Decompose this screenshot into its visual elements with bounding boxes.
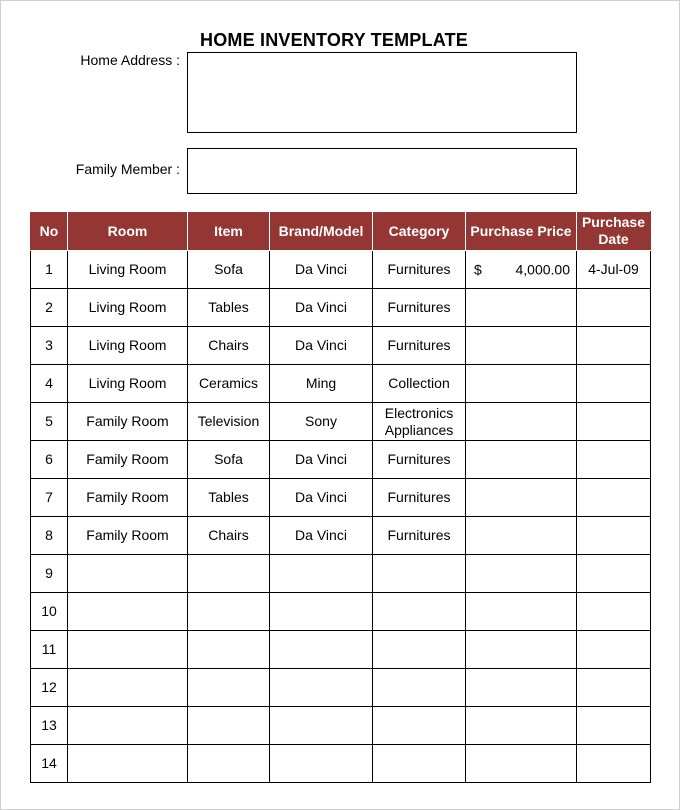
cell-brand-model[interactable]: [270, 631, 373, 669]
cell-purchase-date[interactable]: [577, 517, 651, 555]
table-row: [31, 289, 651, 327]
cell-purchase-price[interactable]: [466, 631, 577, 669]
cell-room[interactable]: Family Room: [68, 479, 188, 517]
cell-brand-model[interactable]: Da Vinci: [270, 327, 373, 365]
cell-brand-model[interactable]: [270, 745, 373, 783]
table-row: [31, 517, 651, 555]
cell-item[interactable]: Chairs: [188, 327, 270, 365]
cell-category[interactable]: Furnitures: [373, 327, 466, 365]
cell-purchase-price[interactable]: [466, 593, 577, 631]
cell-item[interactable]: [188, 707, 270, 745]
cell-category[interactable]: Furnitures: [373, 441, 466, 479]
home-address-field[interactable]: [187, 52, 577, 133]
cell-category[interactable]: Electronics Appliances: [373, 403, 466, 441]
header-category: Category: [373, 212, 466, 251]
cell-purchase-date[interactable]: [577, 707, 651, 745]
cell-room[interactable]: [68, 593, 188, 631]
cell-no[interactable]: 7: [31, 479, 68, 517]
cell-purchase-date[interactable]: [577, 327, 651, 365]
cell-item[interactable]: Sofa: [188, 251, 270, 289]
table-row: [31, 251, 651, 289]
cell-category[interactable]: Furnitures: [373, 289, 466, 327]
cell-purchase-price[interactable]: [466, 707, 577, 745]
cell-category[interactable]: Furnitures: [373, 517, 466, 555]
cell-category[interactable]: Furnitures: [373, 479, 466, 517]
table-row: [31, 327, 651, 365]
family-member-field[interactable]: [187, 148, 577, 194]
cell-item[interactable]: Tables: [188, 479, 270, 517]
table-row: [31, 403, 651, 441]
cell-room[interactable]: [68, 669, 188, 707]
cell-no[interactable]: 5: [31, 403, 68, 441]
header-purchase-price: Purchase Price: [466, 212, 577, 251]
cell-item[interactable]: Sofa: [188, 441, 270, 479]
cell-brand-model[interactable]: Da Vinci: [270, 251, 373, 289]
cell-item[interactable]: [188, 669, 270, 707]
page-title: HOME INVENTORY TEMPLATE: [200, 30, 468, 50]
cell-room[interactable]: [68, 631, 188, 669]
cell-purchase-price[interactable]: [466, 365, 577, 403]
home-address-label: Home Address :: [80, 52, 180, 68]
table-row: [31, 631, 651, 669]
cell-brand-model[interactable]: [270, 593, 373, 631]
table-header: [31, 212, 651, 251]
cell-category[interactable]: Furnitures: [373, 251, 466, 289]
table-row: [31, 707, 651, 745]
header-purchase-date: Purchase Date: [577, 212, 651, 251]
cell-purchase-date[interactable]: [577, 479, 651, 517]
cell-no[interactable]: 8: [31, 517, 68, 555]
cell-no[interactable]: 12: [31, 669, 68, 707]
cell-brand-model[interactable]: Ming: [270, 365, 373, 403]
cell-item[interactable]: Chairs: [188, 517, 270, 555]
cell-purchase-date[interactable]: [577, 555, 651, 593]
cell-room[interactable]: Living Room: [68, 289, 188, 327]
cell-category[interactable]: [373, 669, 466, 707]
cell-brand-model[interactable]: Da Vinci: [270, 479, 373, 517]
cell-brand-model[interactable]: [270, 707, 373, 745]
cell-purchase-price[interactable]: [466, 517, 577, 555]
cell-category[interactable]: Collection: [373, 365, 466, 403]
cell-no[interactable]: 3: [31, 327, 68, 365]
cell-brand-model[interactable]: Da Vinci: [270, 517, 373, 555]
cell-purchase-date[interactable]: [577, 593, 651, 631]
cell-purchase-price[interactable]: [466, 555, 577, 593]
cell-room[interactable]: Family Room: [68, 517, 188, 555]
cell-purchase-date[interactable]: [577, 365, 651, 403]
price-currency: $: [474, 261, 482, 277]
table-row: [31, 365, 651, 403]
cell-room[interactable]: Living Room: [68, 251, 188, 289]
cell-room[interactable]: Family Room: [68, 441, 188, 479]
cell-purchase-price[interactable]: [466, 479, 577, 517]
header-item: Item: [188, 212, 270, 251]
cell-no[interactable]: 11: [31, 631, 68, 669]
cell-category[interactable]: [373, 555, 466, 593]
cell-brand-model[interactable]: Da Vinci: [270, 441, 373, 479]
cell-purchase-date[interactable]: [577, 669, 651, 707]
cell-item[interactable]: [188, 593, 270, 631]
cell-category[interactable]: [373, 593, 466, 631]
cell-room[interactable]: [68, 555, 188, 593]
cell-item[interactable]: [188, 631, 270, 669]
cell-item[interactable]: Television: [188, 403, 270, 441]
cell-no[interactable]: 10: [31, 593, 68, 631]
price-value: 4,000.00: [515, 261, 570, 277]
cell-purchase-date[interactable]: [577, 631, 651, 669]
cell-room[interactable]: Living Room: [68, 327, 188, 365]
table-body: [31, 251, 651, 783]
family-member-label: Family Member :: [75, 161, 180, 177]
cell-purchase-date[interactable]: [577, 441, 651, 479]
cell-no[interactable]: 13: [31, 707, 68, 745]
cell-purchase-price[interactable]: [466, 669, 577, 707]
cell-purchase-date[interactable]: [577, 745, 651, 783]
cell-room[interactable]: [68, 707, 188, 745]
cell-room[interactable]: [68, 745, 188, 783]
table-row: [31, 745, 651, 783]
cell-brand-model[interactable]: [270, 555, 373, 593]
header-no: No: [31, 212, 68, 251]
cell-item[interactable]: Tables: [188, 289, 270, 327]
table-row: [31, 441, 651, 479]
inventory-table: [30, 211, 651, 783]
cell-purchase-price[interactable]: [466, 441, 577, 479]
cell-no[interactable]: 4: [31, 365, 68, 403]
cell-no[interactable]: 1: [31, 251, 68, 289]
cell-room[interactable]: Family Room: [68, 403, 188, 441]
table-row: [31, 593, 651, 631]
cell-category[interactable]: [373, 745, 466, 783]
cell-purchase-date[interactable]: [577, 289, 651, 327]
cell-category[interactable]: [373, 707, 466, 745]
cell-purchase-date[interactable]: [577, 403, 651, 441]
cell-no[interactable]: 6: [31, 441, 68, 479]
table-row: [31, 555, 651, 593]
cell-purchase-price[interactable]: [466, 327, 577, 365]
cell-item[interactable]: [188, 555, 270, 593]
cell-purchase-price[interactable]: [466, 745, 577, 783]
table-row: [31, 669, 651, 707]
cell-purchase-price[interactable]: [466, 403, 577, 441]
cell-brand-model[interactable]: Da Vinci: [270, 289, 373, 327]
header-brand-model: Brand/Model: [270, 212, 373, 251]
cell-brand-model[interactable]: [270, 669, 373, 707]
cell-purchase-date[interactable]: 4-Jul-09: [577, 251, 651, 289]
header-row: [31, 212, 651, 251]
cell-room[interactable]: Living Room: [68, 365, 188, 403]
cell-no[interactable]: 2: [31, 289, 68, 327]
header-room: Room: [68, 212, 188, 251]
cell-brand-model[interactable]: Sony: [270, 403, 373, 441]
cell-no[interactable]: 9: [31, 555, 68, 593]
cell-category[interactable]: [373, 631, 466, 669]
cell-item[interactable]: [188, 745, 270, 783]
cell-item[interactable]: Ceramics: [188, 365, 270, 403]
cell-purchase-price[interactable]: [466, 251, 577, 289]
cell-no[interactable]: 14: [31, 745, 68, 783]
table-row: [31, 479, 651, 517]
cell-purchase-price[interactable]: [466, 289, 577, 327]
